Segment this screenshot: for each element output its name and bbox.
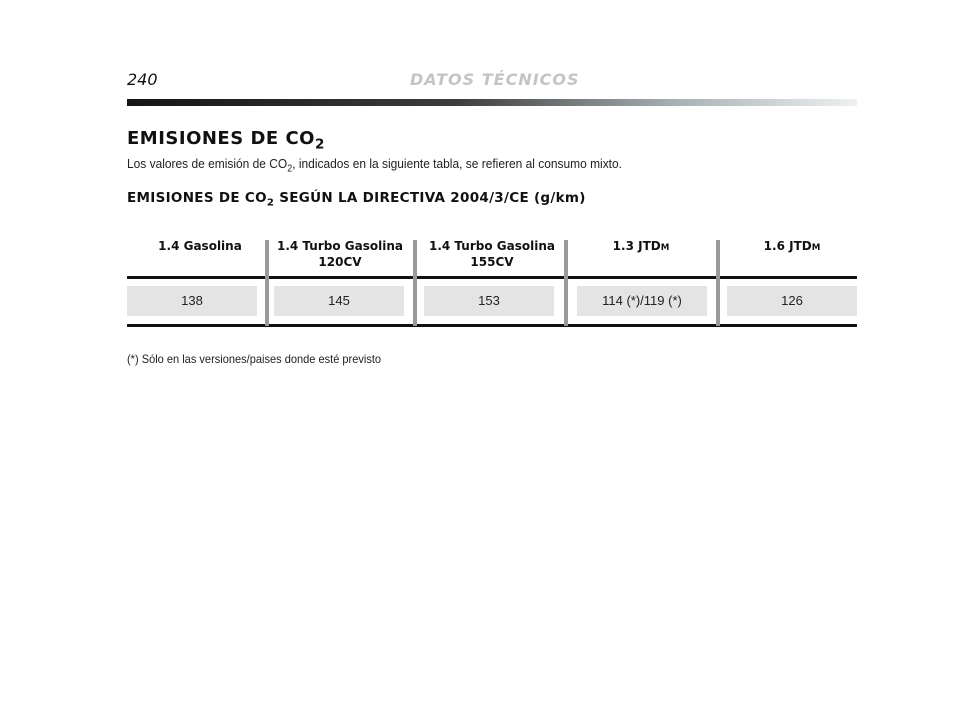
page-number: 240 (127, 70, 158, 89)
column-header-3 (419, 238, 565, 270)
intro-subscript: 2 (287, 163, 293, 175)
footnote: (*) Sólo en las versiones/paises donde esté previsto (127, 352, 382, 366)
intro-text-before: Los valores de emisión de CO (127, 156, 288, 171)
column-header-5-text: 1.6 JTD (763, 239, 812, 253)
column-divider-1 (265, 240, 269, 326)
section-title-subscript: 2 (314, 136, 325, 153)
column-divider-2 (413, 240, 417, 326)
column-header-2-line2: 120CV (318, 255, 362, 269)
table-title-text-before: EMISIONES DE CO (127, 190, 267, 206)
column-divider-3 (564, 240, 568, 326)
intro-text-after: , indicados en la siguiente tabla, se refieren al consumo mixto. (292, 156, 622, 171)
column-header-4-text: 1.3 JTD (612, 239, 661, 253)
value-cell-2: 145 (274, 286, 404, 316)
column-header-1-line1: 1.4 Gasolina (158, 239, 242, 253)
column-header-5 (719, 238, 865, 256)
table-top-rule (127, 276, 857, 279)
section-header: DATOS TÉCNICOS (410, 70, 580, 89)
header-rule (127, 99, 857, 106)
table-title-subscript: 2 (266, 197, 275, 209)
column-header-4-line1 (568, 238, 714, 256)
column-header-3-line1: 1.4 Turbo Gasolina (429, 239, 555, 253)
column-header-1 (127, 238, 273, 254)
column-header-2 (267, 238, 413, 270)
value-cell-3: 153 (424, 286, 554, 316)
column-header-5-small: M (811, 243, 821, 253)
column-header-4 (568, 238, 714, 256)
column-header-4-small: M (660, 243, 670, 253)
column-header-5-line1 (719, 238, 865, 256)
column-header-3-line2: 155CV (470, 255, 514, 269)
column-header-2-line1: 1.4 Turbo Gasolina (277, 239, 403, 253)
section-title-text: EMISIONES DE CO (127, 128, 315, 149)
table-bottom-rule (127, 324, 857, 327)
value-cell-4: 114 (*)/119 (*) (577, 286, 707, 316)
emissions-table (127, 238, 857, 328)
section-title (127, 128, 325, 153)
table-title-text-after: SEGÚN LA DIRECTIVA 2004/3/CE (g/km) (274, 190, 586, 206)
table-title (127, 190, 586, 209)
value-cell-1: 138 (127, 286, 257, 316)
intro-paragraph (127, 156, 622, 175)
value-cell-5: 126 (727, 286, 857, 316)
column-divider-4 (716, 240, 720, 326)
